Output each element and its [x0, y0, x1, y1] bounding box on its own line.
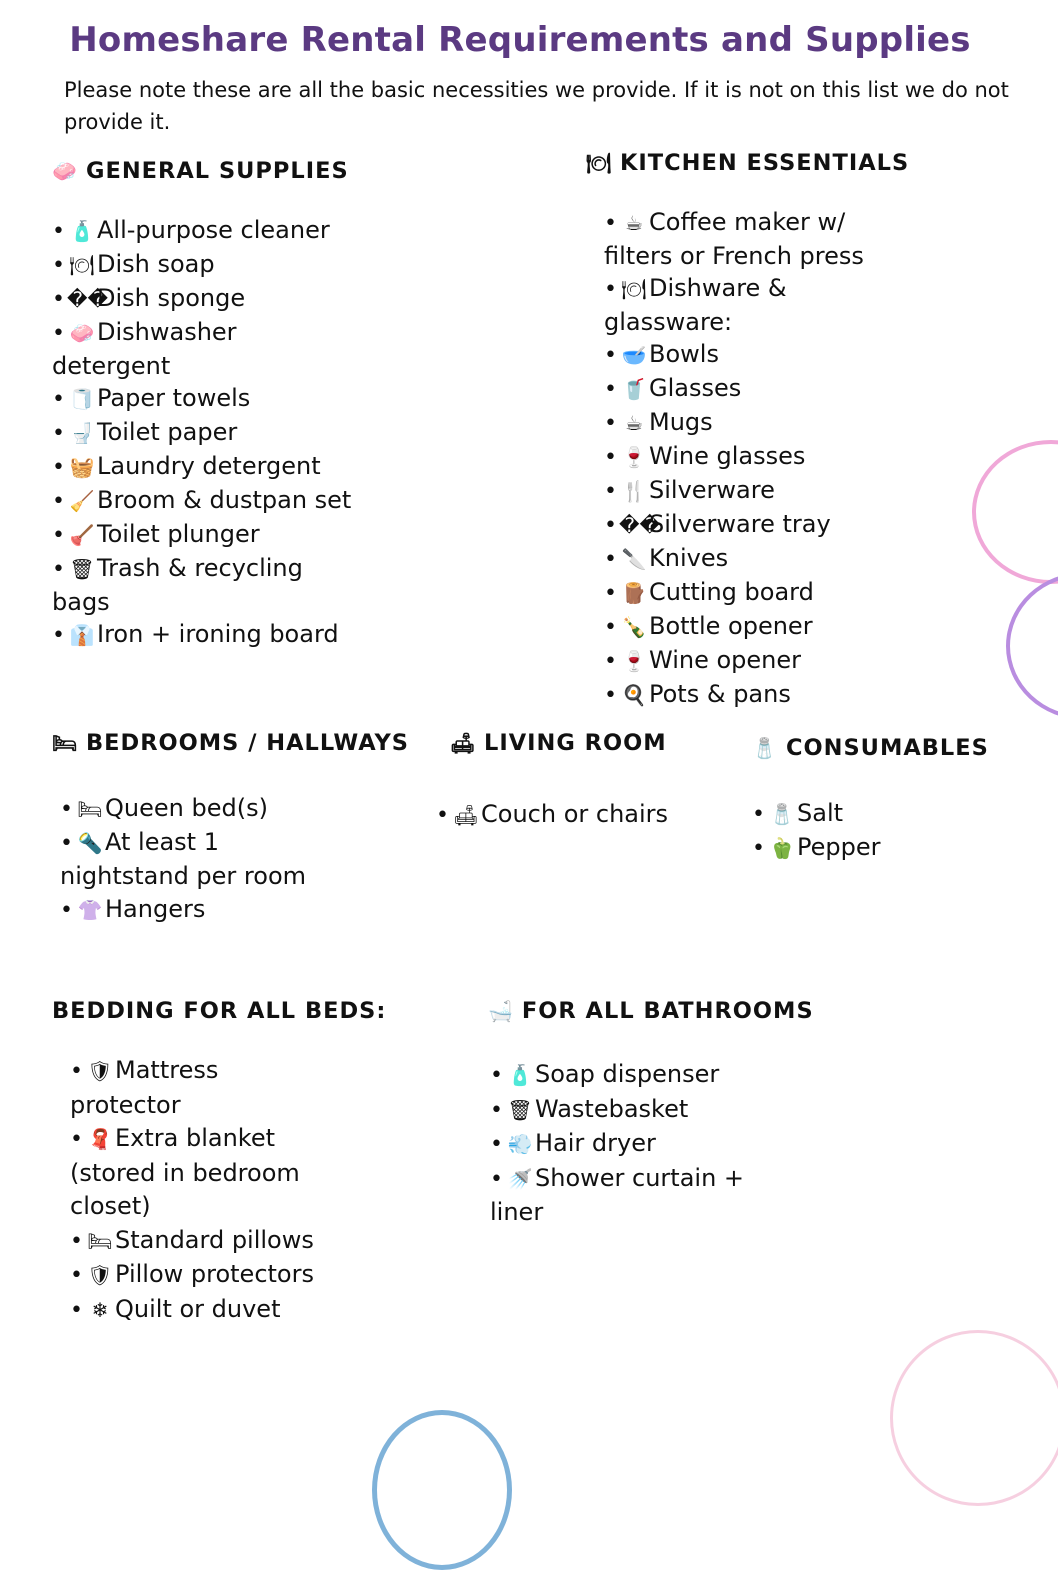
soap-icon: 🧼: [52, 159, 78, 183]
item-label: Silverware: [649, 476, 775, 504]
bathrooms-section: [488, 998, 814, 1230]
list-item: [604, 678, 886, 712]
bullet: •: [604, 513, 617, 538]
item-label: Bowls: [649, 340, 719, 368]
bullet: •: [52, 253, 65, 278]
item-label: Hangers: [105, 895, 206, 923]
bullet: •: [490, 1097, 503, 1123]
cleaner-bottle-icon: 🧴: [69, 219, 95, 243]
section-heading-text: FOR ALL BATHROOMS: [521, 998, 814, 1024]
item-label: Wine opener: [649, 646, 802, 674]
bullet: •: [752, 836, 765, 861]
list-item: [70, 1122, 322, 1224]
bullet: •: [604, 411, 617, 436]
bullet: •: [52, 219, 65, 244]
bullet: •: [60, 831, 73, 856]
list-item: [52, 618, 352, 652]
bullet: •: [52, 287, 65, 312]
item-label: Bottle opener: [649, 612, 813, 640]
list-item: [490, 1058, 778, 1093]
wind-icon: 💨: [507, 1132, 533, 1156]
bowl-icon: 🥣: [621, 343, 647, 367]
bedding-list: [70, 1054, 322, 1327]
bed-icon: 🛏: [52, 731, 79, 755]
list-item: [604, 338, 886, 372]
list-item: [604, 440, 886, 474]
bathrooms-list: [490, 1058, 778, 1230]
bullet: •: [70, 1228, 83, 1254]
snowflake-icon: ❄: [91, 1297, 109, 1322]
list-item: [604, 542, 886, 576]
list-item: [60, 893, 342, 927]
bullet: •: [604, 683, 617, 708]
plunger-icon: 🪠: [69, 523, 95, 547]
wine-glass-icon: 🍷: [621, 649, 647, 673]
kitchen-essentials-section: [586, 150, 910, 712]
list-item: [52, 248, 352, 282]
general-supplies-section: [52, 158, 352, 652]
list-item: [60, 792, 342, 826]
item-label: Queen bed(s): [105, 794, 268, 822]
list-item: [52, 214, 352, 248]
bullet: •: [52, 489, 65, 514]
bell-pepper-icon: 🫑: [769, 836, 795, 860]
wastebasket-icon: 🗑: [507, 1097, 533, 1122]
wood-icon: 🪵: [621, 581, 647, 605]
list-item: [52, 316, 352, 382]
item-label: Iron + ironing board: [97, 620, 339, 648]
item-label: Hair dryer: [535, 1129, 656, 1157]
list-item: [604, 272, 886, 338]
couch-icon: 🛋: [453, 803, 479, 827]
salt-shaker-icon: 🧂: [769, 802, 795, 826]
item-label: Dishware & glassware:: [604, 274, 787, 336]
list-item: [52, 552, 352, 618]
bullet: •: [604, 343, 617, 368]
bullet: •: [436, 803, 449, 828]
section-heading: [450, 730, 740, 756]
knife-icon: 🔪: [621, 547, 647, 571]
list-item: [52, 518, 352, 552]
fork-knife-icon: 🍴: [621, 479, 647, 503]
bullet: •: [52, 623, 65, 648]
decorative-ring-pink: [972, 440, 1058, 584]
item-label: Pots & pans: [649, 680, 791, 708]
bullet: •: [52, 455, 65, 480]
item-label: Wastebasket: [535, 1094, 689, 1123]
item-label: At least 1 nightstand per room: [60, 828, 307, 890]
bullet: •: [490, 1166, 503, 1192]
bed-icon: 🛏: [87, 1228, 113, 1253]
list-item: [52, 382, 352, 416]
general-list: [52, 214, 352, 652]
bullet: •: [604, 615, 617, 640]
item-label: All-purpose cleaner: [97, 216, 330, 244]
bedrooms-hallways-section: [52, 730, 409, 927]
list-item: [52, 416, 352, 450]
frying-pan-icon: 🍳: [621, 683, 647, 707]
bathtub-icon: 🛁: [488, 999, 514, 1023]
list-item: [490, 1162, 778, 1230]
bullet: •: [60, 797, 73, 822]
bed-icon: 🛏: [77, 797, 103, 821]
section-heading-text: LIVING ROOM: [484, 730, 667, 756]
list-item: [52, 282, 352, 316]
shield-icon: 🛡: [87, 1263, 113, 1287]
bullet: •: [70, 1059, 83, 1084]
bullet: •: [70, 1127, 83, 1152]
section-heading: [52, 158, 352, 184]
page-title: Homeshare Rental Requirements and Supplies: [69, 20, 971, 60]
living-room-section: [436, 730, 740, 832]
list-item: [604, 372, 886, 406]
list-item: [604, 576, 886, 610]
dish-icon: 🍽: [69, 253, 95, 277]
dish-icon: 🍽: [621, 277, 647, 301]
bedding-section: [52, 998, 387, 1327]
section-heading-text: CONSUMABLES: [786, 735, 989, 761]
decorative-ring-light-pink: [890, 1330, 1058, 1506]
intro-note: Please note these are all the basic necessities we provide. If it is not on this list we do not provide it.: [64, 78, 1009, 134]
consumables-section: [752, 735, 1012, 865]
list-item: [604, 474, 886, 508]
missing-glyph-icon: ��: [619, 513, 661, 537]
list-item: [60, 826, 342, 893]
item-label: Couch or chairs: [481, 800, 669, 828]
bullet: •: [604, 547, 617, 572]
item-label: Glasses: [649, 374, 742, 402]
soap-icon: 🧼: [69, 321, 95, 345]
item-label: Extra blanket (stored in bedroom closet): [70, 1124, 300, 1220]
shirt-icon: 👚: [77, 898, 103, 922]
flashlight-icon: 🔦: [77, 831, 103, 855]
section-heading: [752, 735, 1012, 761]
item-label: Toilet plunger: [97, 520, 260, 548]
section-heading-text: KITCHEN ESSENTIALS: [620, 150, 910, 176]
list-item: [490, 1127, 778, 1162]
list-item: [604, 508, 886, 542]
bullet: •: [604, 649, 617, 674]
bullet: •: [604, 445, 617, 470]
coffee-icon: ☕: [625, 211, 643, 235]
list-item: [752, 797, 1012, 831]
missing-glyph-icon: ��: [67, 287, 109, 311]
wastebasket-icon: 🗑: [69, 557, 95, 581]
list-item: [490, 1093, 778, 1128]
item-label: Salt: [797, 799, 844, 827]
item-label: Coffee maker w/ filters or French press: [604, 208, 864, 270]
bullet: •: [604, 211, 617, 236]
section-heading: [52, 998, 387, 1024]
bullet: •: [604, 377, 617, 402]
list-item: [70, 1293, 322, 1328]
bullet: •: [604, 581, 617, 606]
bullet: •: [52, 421, 65, 446]
item-label: Broom & dustpan set: [97, 486, 352, 514]
decorative-ring-purple: [1006, 572, 1058, 720]
item-label: Dish soap: [97, 250, 215, 278]
scarf-icon: 🧣: [87, 1127, 113, 1151]
wine-glass-icon: 🍷: [621, 445, 647, 469]
list-item: [52, 484, 352, 518]
shield-icon: 🛡: [87, 1059, 113, 1083]
list-item: [604, 206, 886, 272]
list-item: [70, 1054, 322, 1122]
toilet-icon: 🚽: [69, 421, 95, 445]
bullet: •: [52, 387, 65, 412]
item-label: Pepper: [797, 833, 881, 861]
list-item: [436, 798, 740, 832]
section-heading: [488, 998, 814, 1024]
bullet: •: [604, 479, 617, 504]
glass-icon: 🥤: [621, 377, 647, 401]
item-label: Dish sponge: [97, 284, 246, 312]
item-label: Quilt or duvet: [115, 1294, 281, 1323]
necktie-icon: 👔: [69, 623, 95, 647]
section-heading-text: BEDDING FOR ALL BEDS:: [52, 998, 387, 1024]
bullet: •: [52, 321, 65, 346]
bottle-icon: 🍾: [621, 615, 647, 639]
section-heading-text: GENERAL SUPPLIES: [86, 158, 349, 184]
mug-icon: ☕: [625, 411, 643, 435]
section-heading-text: BEDROOMS / HALLWAYS: [86, 730, 409, 756]
shower-icon: 🚿: [507, 1166, 533, 1191]
item-label: Silverware tray: [649, 510, 831, 538]
item-label: Dishwasher detergent: [52, 318, 237, 380]
item-label: Shower curtain + liner: [490, 1163, 745, 1226]
item-label: Mugs: [649, 408, 713, 436]
bullet: •: [60, 898, 73, 923]
item-label: Toilet paper: [97, 418, 238, 446]
bullet: •: [604, 277, 617, 302]
bullet: •: [70, 1297, 83, 1323]
list-item: [752, 831, 1012, 865]
list-item: [604, 610, 886, 644]
list-item: [70, 1224, 322, 1259]
list-item: [604, 644, 886, 678]
item-label: Soap dispenser: [535, 1060, 720, 1088]
consumables-list: [752, 797, 1012, 865]
item-label: Cutting board: [649, 578, 814, 606]
item-label: Laundry detergent: [97, 452, 321, 480]
item-label: Pillow protectors: [115, 1260, 314, 1288]
item-label: Mattress protector: [70, 1056, 219, 1119]
bullet: •: [490, 1063, 503, 1088]
item-label: Trash & recycling bags: [52, 554, 303, 616]
couch-icon: 🛋: [450, 731, 477, 755]
living-list: [436, 798, 740, 832]
list-item: [52, 450, 352, 484]
item-label: Paper towels: [97, 384, 251, 412]
dish-icon: 🍽: [586, 151, 613, 175]
kitchen-list: [604, 206, 886, 712]
bullet: •: [52, 523, 65, 548]
salt-shaker-icon: 🧂: [752, 736, 778, 760]
bullet: •: [490, 1132, 503, 1157]
bullet: •: [70, 1263, 83, 1288]
bullet: •: [752, 802, 765, 827]
section-heading: [52, 730, 409, 756]
paper-roll-icon: 🧻: [69, 387, 95, 411]
section-heading: [586, 150, 910, 176]
lotion-bottle-icon: 🧴: [507, 1063, 533, 1087]
decorative-ring-blue: [372, 1410, 512, 1570]
laundry-basket-icon: 🧺: [69, 455, 95, 479]
item-label: Knives: [649, 544, 729, 572]
broom-icon: 🧹: [69, 489, 95, 513]
bullet: •: [52, 557, 65, 582]
item-label: Wine glasses: [649, 442, 806, 470]
item-label: Standard pillows: [115, 1225, 314, 1254]
bedrooms-list: [60, 792, 342, 927]
list-item: [70, 1258, 322, 1293]
list-item: [604, 406, 886, 440]
